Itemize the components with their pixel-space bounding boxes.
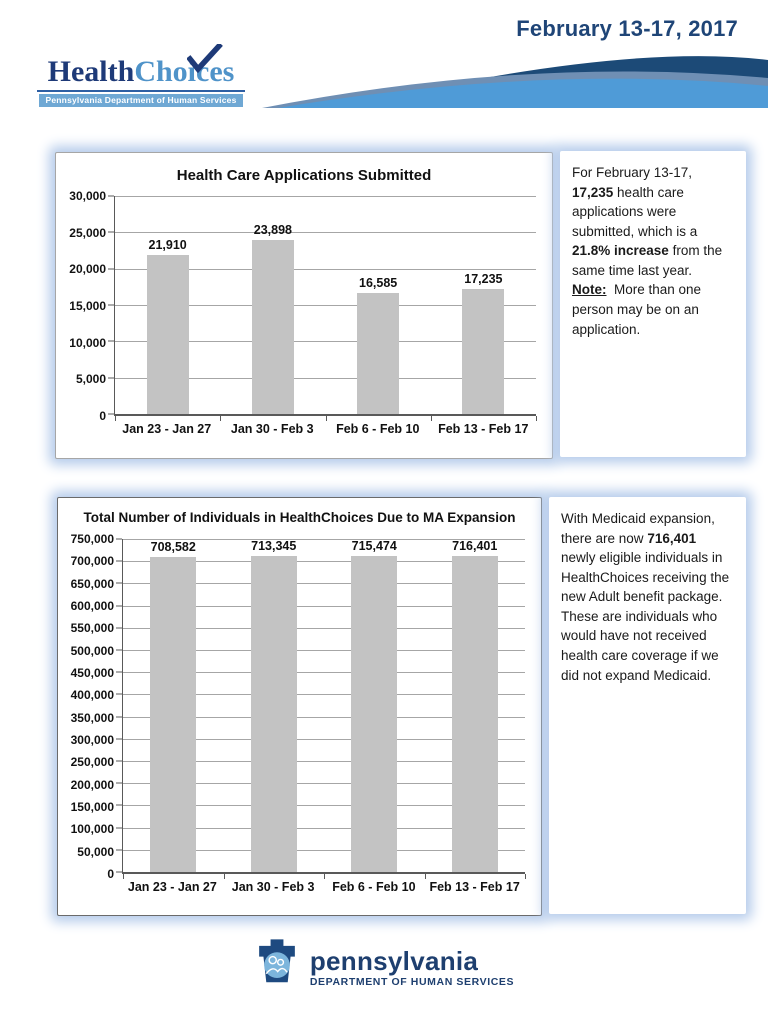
y-tick-label: 25,000	[69, 225, 106, 240]
bars	[123, 539, 525, 872]
note-text: from the same time last year.	[572, 243, 723, 278]
note-text: With Medicaid expansion, there are now	[561, 511, 715, 546]
y-tick-mark	[116, 672, 122, 673]
y-tick-mark	[116, 872, 122, 873]
chart-title: Total Number of Individuals in HealthChoices Due to MA Expansion	[83, 510, 516, 525]
y-tick-label: 650,000	[70, 576, 114, 591]
x-tick-label: Jan 30 - Feb 3	[230, 422, 314, 436]
y-tick-label: 100,000	[70, 822, 114, 837]
logo-choices-text: Choices	[134, 55, 235, 88]
bar-slot	[224, 539, 325, 872]
bar-value-label: 23,898	[253, 223, 292, 238]
y-tick-mark	[108, 232, 114, 233]
y-tick-mark	[116, 627, 122, 628]
bar-slot	[220, 196, 325, 414]
note-text: 716,401	[647, 530, 697, 546]
footer-department-text: DEPARTMENT OF HUMAN SERVICES	[309, 976, 515, 988]
y-tick-mark	[116, 650, 122, 651]
x-axis	[114, 422, 536, 436]
footer-brand-text: pennsylvania	[309, 946, 479, 976]
x-tick-mark	[536, 416, 537, 421]
bar-slot	[431, 196, 536, 414]
healthchoices-logo	[37, 53, 245, 107]
bar-value-label: 708,582	[150, 540, 196, 555]
y-tick-mark	[108, 196, 114, 197]
plot	[114, 196, 536, 416]
keystone-icon	[254, 938, 300, 998]
y-tick-mark	[116, 694, 122, 695]
y-tick-label: 450,000	[70, 666, 114, 680]
x-axis	[122, 880, 525, 894]
y-tick-mark	[116, 539, 122, 540]
checkmark-icon	[187, 44, 223, 74]
y-tick-mark	[116, 805, 122, 806]
y-tick-label: 20,000	[69, 262, 106, 277]
bar	[462, 289, 504, 414]
x-tick-mark	[123, 874, 124, 879]
note-text: More than one person may be on an application.	[572, 282, 702, 337]
x-tick-label: Feb 13 - Feb 17	[438, 422, 529, 436]
healthchoices-wordmark	[37, 55, 245, 92]
x-tick-mark	[224, 874, 225, 879]
y-tick-label: 5,000	[75, 372, 106, 387]
y-tick-label: 700,000	[70, 554, 114, 569]
logo-health-text: Health	[47, 55, 135, 88]
note-text: Note:	[572, 282, 607, 298]
y-tick-mark	[108, 305, 114, 306]
bar-value-label: 21,910	[148, 237, 187, 252]
note-text: newly eligible individuals in HealthChoices receiving the new Adult benefit package. These are individuals who would have not received health care coverage if we did not expand Medicaid.	[561, 550, 730, 683]
chart-plot-area	[58, 532, 541, 881]
note-text: For February 13-17,	[572, 165, 693, 180]
y-tick-mark	[116, 605, 122, 606]
y-tick-label: 50,000	[77, 844, 114, 859]
bar-slot	[326, 196, 431, 414]
y-tick-mark	[116, 761, 122, 762]
x-tick-mark	[525, 874, 526, 879]
x-tick-mark	[220, 416, 221, 421]
y-tick-label: 750,000	[70, 532, 114, 546]
y-axis	[58, 532, 122, 881]
note-text: 21.8% increase	[572, 243, 669, 259]
bar	[452, 556, 498, 872]
y-tick-mark	[108, 414, 114, 415]
bar-slot	[123, 539, 224, 872]
y-tick-label: 500,000	[70, 643, 114, 658]
bar-value-label: 16,585	[359, 276, 398, 291]
y-tick-mark	[116, 738, 122, 739]
y-tick-label: 30,000	[69, 189, 106, 203]
y-tick-mark	[116, 783, 122, 784]
bar	[351, 556, 397, 872]
plot	[122, 539, 525, 874]
bar	[357, 293, 399, 414]
note-text: 17,235	[572, 184, 614, 200]
x-tick-label: Jan 30 - Feb 3	[231, 880, 315, 894]
x-tick-mark	[115, 416, 116, 421]
expansion-note	[549, 497, 746, 914]
y-axis	[56, 189, 114, 423]
y-tick-mark	[116, 827, 122, 828]
x-tick-mark	[326, 416, 327, 421]
applications-chart-panel	[55, 152, 553, 459]
y-tick-mark	[116, 716, 122, 717]
applications-note	[560, 151, 746, 457]
y-tick-mark	[108, 268, 114, 269]
bar-value-label: 716,401	[452, 539, 498, 553]
x-tick-label: Feb 6 - Feb 10	[336, 422, 420, 436]
y-tick-mark	[108, 377, 114, 378]
y-tick-mark	[116, 583, 122, 584]
bar	[251, 556, 297, 872]
y-tick-mark	[108, 341, 114, 342]
pa-dhs-footer-logo	[0, 938, 768, 998]
bar-value-label: 713,345	[251, 539, 297, 553]
y-tick-label: 350,000	[70, 710, 114, 725]
x-tick-mark	[431, 416, 432, 421]
y-tick-label: 250,000	[70, 755, 114, 770]
y-tick-label: 15,000	[69, 299, 106, 313]
x-tick-label: Jan 23 - Jan 27	[122, 422, 212, 436]
bar	[147, 255, 189, 414]
y-tick-label: 300,000	[70, 733, 114, 747]
ma-expansion-chart-panel	[57, 497, 542, 916]
y-tick-label: 10,000	[69, 335, 106, 350]
x-tick-label: Feb 13 - Feb 17	[429, 880, 520, 894]
bar-value-label: 17,235	[464, 271, 503, 286]
chart-title: Health Care Applications Submitted	[176, 167, 432, 184]
y-tick-label: 600,000	[70, 599, 114, 613]
x-tick-mark	[425, 874, 426, 879]
y-tick-mark	[116, 561, 122, 562]
date-title: February 13-17, 2017	[516, 16, 738, 41]
bar-slot	[425, 539, 526, 872]
chart-plot-area	[56, 189, 552, 423]
bar	[150, 557, 196, 872]
y-tick-label: 150,000	[70, 800, 114, 814]
bars	[115, 196, 536, 414]
x-tick-mark	[324, 874, 325, 879]
y-tick-label: 400,000	[70, 688, 114, 703]
x-tick-label: Jan 23 - Jan 27	[127, 880, 217, 894]
logo-tagline: Pennsylvania Department of Human Services	[39, 94, 243, 107]
bar-slot	[324, 539, 425, 872]
y-tick-label: 0	[107, 867, 114, 881]
y-tick-label: 200,000	[70, 777, 114, 792]
y-tick-label: 550,000	[70, 621, 114, 636]
bar-value-label: 715,474	[351, 539, 397, 553]
note-text: health care applications were submitted, which is a	[572, 184, 698, 239]
x-tick-label: Feb 6 - Feb 10	[332, 880, 416, 894]
bar	[252, 240, 294, 414]
y-tick-mark	[116, 849, 122, 850]
y-tick-label: 0	[99, 409, 106, 423]
bar-slot	[115, 196, 220, 414]
